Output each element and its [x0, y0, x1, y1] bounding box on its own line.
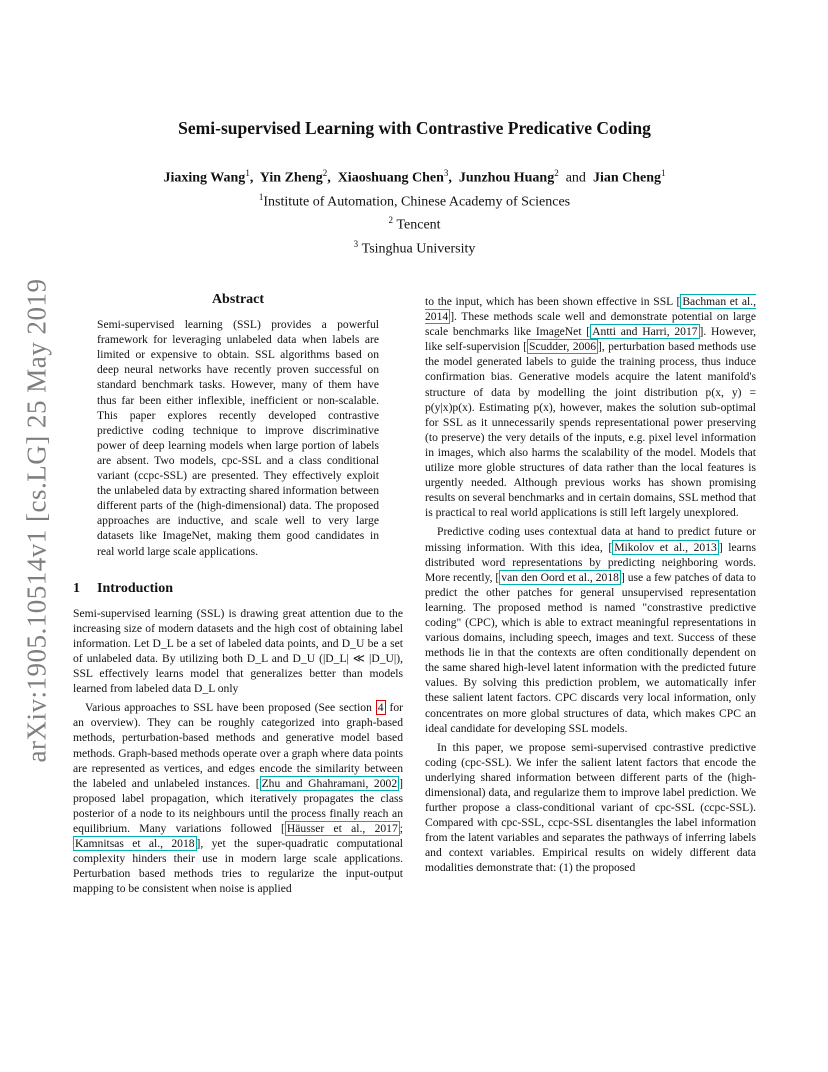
- citation-link[interactable]: Scudder, 2006: [529, 340, 597, 354]
- author-sup: 1: [661, 168, 666, 178]
- author-name: Jiaxing Wang: [163, 170, 246, 186]
- section-number: 1: [73, 580, 80, 596]
- text-run: ] learns distributed word representations by predicting neighboring words. More recently, [: [425, 540, 756, 584]
- intro-paragraph-2: [73, 700, 403, 896]
- text-run: ]. These methods scale well and demonstrate potential on large scale benchmarks like ImageNet [: [425, 310, 756, 339]
- affiliation-text: Tsinghua University: [361, 241, 476, 257]
- citation-link[interactable]: Bachman et al., 2014: [425, 295, 756, 324]
- abstract-heading: Abstract: [211, 292, 265, 307]
- paper-title: Semi-supervised Learning with Contrastive Predicative Coding: [178, 118, 651, 138]
- text-run: Predictive coding uses contextual data at hand to predict future or missing information. With this idea, [: [425, 525, 756, 554]
- citation-link[interactable]: Zhu and Ghahramani, 2002: [261, 776, 398, 790]
- intro-paragraph-4: In this paper, we propose semi-supervised contrastive predictive coding (cpc-SSL). We infer the salient latent factors that encode the underlying shared information between different parts of the (high-dimensional) data, and regularize them to improve label prediction. We further propose a class-conditional variant of cpc-SSL (ccpc-SSL). Compared with cpc-SSL, ccpc-SSL disentangles the label information from the latent variables and separates the pathways of inferring labels and context variables. Empirical results on widely different data modalities demonstrate that: (1) the proposed: [425, 740, 756, 875]
- text-run: ], perturbation based methods use the model generated labels to guide the training process, thus induce confirmation bias. Generative models acquire the latent manifold's structure of data by modelling the joint distribution p(x, y) = p(y|x)p(x). Estimating p(x), however, makes the solution sub-optimal for SSL as it unnecessarily spends representational power preserving (to preserve) the very details of the inputs, e.g. pixel level information in images, which also harms the scalability of the model. Models that utilize more globle structures of data rather than the local features is urgently needed. Although previous works has shown promising results on several benchmarks and in certain domains, SSL method that is practical to real world applications is still left largely unexplored.: [425, 340, 757, 520]
- arxiv-sidebar: [22, 280, 52, 760]
- author-name: Yin Zheng: [259, 170, 323, 186]
- and-word: and: [565, 170, 586, 186]
- affiliation-sup: 1: [258, 191, 264, 202]
- affiliation-text: Institute of Automation, Chinese Academy of Sciences: [263, 194, 571, 210]
- left-column: [73, 292, 403, 896]
- text-run: ], yet the super-quadratic computational complexity hinders their use in modern large scale applications. Perturbation based methods tries to regularize the input-output mapping to be consistent when noise is applied: [73, 837, 403, 896]
- author-sup: 1: [245, 168, 250, 178]
- paper-header: [73, 116, 756, 259]
- right-column: [425, 294, 756, 876]
- text-run: Various approaches to SSL have been proposed (See section: [85, 701, 376, 715]
- affiliation: [73, 188, 756, 212]
- affiliation: [73, 235, 756, 259]
- author-name: Xiaoshuang Chen: [337, 170, 444, 186]
- affiliation: [73, 211, 756, 235]
- abstract-text: Semi-supervised learning (SSL) provides a powerful framework for leveraging unlabeled data when labels are limited or expensive to obtain. SSL algorithms based on deep neural networks have recently proven successful on standard benchmark tasks. However, many of them have thus far been either inflexible, inefficient or non-scalable. This paper explores recently developed contrastive predictive coding technique to improve discriminative power of deep learning models when large portion of labels are absent. Two models, cpc-SSL and a class conditional variant (ccpc-SSL) are presented. They effectively exploit the unlabeled data by extracting shared information between different parts of the (high-dimensional) data. The proposed approaches are inductive, and scale well to very large datasets like ImageNet, making them good candidates in real world large scale applications.: [97, 318, 379, 558]
- author-list: Jiaxing Wang$^1$, Yin Zheng$^2$, Xiaoshuang Chen$^3$, Junzhou Huang$^2$ and Jian Cheng$^1$: [163, 168, 666, 186]
- author-sup: 2: [322, 168, 328, 178]
- citation-link[interactable]: Kamnitsas et al., 2018: [75, 837, 195, 851]
- section-heading-introduction: [73, 581, 403, 596]
- citation-link[interactable]: Häusser et al., 2017: [286, 822, 398, 835]
- citation-link[interactable]: Antti and Harri, 2017: [592, 325, 698, 339]
- author-sup: 3: [443, 168, 449, 178]
- text-run: ;: [399, 822, 403, 835]
- intro-paragraph-2-cont: [425, 294, 756, 520]
- citation-link[interactable]: van den Oord et al., 2018: [501, 570, 619, 584]
- author-sup: 2: [554, 168, 559, 178]
- author-name: Junzhou Huang: [458, 170, 555, 186]
- text-run: to the input, which has been shown effective in SSL [: [425, 295, 681, 308]
- section-title: Introduction: [97, 580, 173, 596]
- intro-paragraph-3: [425, 524, 756, 735]
- affiliation-sup: 2: [388, 215, 393, 226]
- section-ref-link[interactable]: 4: [377, 701, 384, 715]
- text-run: ]. However, like self-supervision [: [425, 325, 756, 354]
- arxiv-id-label: arXiv:1905.10514v1 [cs.LG] 25 May 2019: [21, 278, 52, 762]
- text-run: ] proposed label propagation, which iteratively propagates the class posterior of a node to its neighbours until the process finally reach an equilibrium. Many variations followed [: [73, 776, 403, 835]
- intro-paragraph-1: Semi-supervised learning (SSL) is drawing great attention due to the increasing size of modern datasets and the high cost of obtaining label information. Let D_L be a set of labeled data points, and D_U be a set of unlabeled data. By utilizing both D_L and D_U (|D_L| ≪ |D_U|), SSL effectively learns model that generalizes better than models learned from labeled data D_L only: [73, 606, 403, 696]
- text-run: for an overview). They can be roughly categorized into graph-based methods, perturbation-based methods and generative model based methods. Graph-based methods operate over a graph where data points are represented as vertices, and edges encode the similarity between the labeled and unlabeled instances. [: [73, 701, 403, 790]
- citation-link[interactable]: Mikolov et al., 2013: [614, 540, 717, 554]
- affiliation-sup: 3: [353, 238, 359, 249]
- author-name: Jian Cheng: [592, 170, 662, 186]
- text-run: ] use a few patches of data to predict the other patches for general unsupervised representation learning. The proposed method is named "constrastive predictive coding" (CPC), which is able to extract meaningful representations in various domains, including speech, images and text. Success of these methods lie in that the contexts are often conditionally dependent on the same shared high-level latent information with the predicted future values. By solving this prediction problem, we automatically infer these salient latent factors. CPC discards very local information, only concentrates on more global structures of data, which makes CPC an ideal candidate for developing SSL models.: [425, 570, 756, 735]
- affiliation-text: Tencent: [396, 217, 441, 233]
